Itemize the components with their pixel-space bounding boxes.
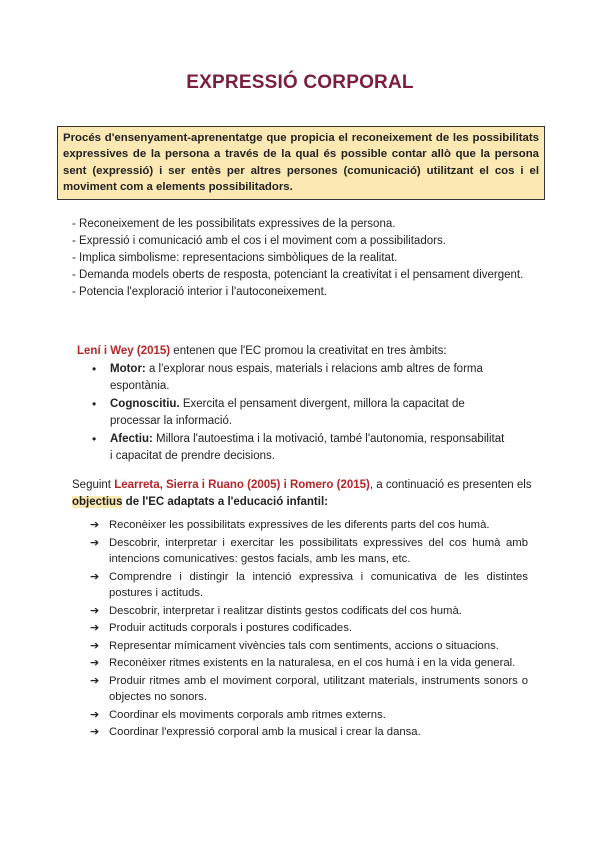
list-item xyxy=(88,603,528,620)
list-item xyxy=(88,535,528,568)
objective-text: Comprendre i distingir la intenció expressiva i comunicativa de les distintes postures i actituds. xyxy=(109,570,528,599)
list-item xyxy=(88,673,528,706)
list-item xyxy=(88,517,528,534)
objectives-tail: de l'EC adaptats a l'educació infantil: xyxy=(122,496,328,508)
objective-text: Produir ritmes amb el moviment corporal, utilitzant materials, instruments sonors o objectes no sonors. xyxy=(109,674,528,703)
arrow-icon: ➔ xyxy=(90,570,100,583)
ambit-label: Cognoscitiu. xyxy=(110,398,180,410)
dash-item: - Potencia l'exploració interior i l'autoconeixement. xyxy=(72,286,327,298)
list-item xyxy=(88,361,508,395)
list-item xyxy=(88,638,528,655)
objective-text: Representar mímicament vivències tals com sentiments, accions o situacions. xyxy=(109,639,499,652)
list-item xyxy=(88,724,528,741)
ambit-label: Afectiu: xyxy=(110,433,153,445)
ambits-intro xyxy=(77,343,547,360)
ambit-label: Motor: xyxy=(110,363,146,375)
dash-item: - Demanda models oberts de resposta, potenciant la creativitat i el pensament divergent. xyxy=(72,269,524,281)
objectives-lead: Seguint xyxy=(72,479,115,491)
dash-item: - Reconeixement de les possibilitats expressives de la persona. xyxy=(72,218,396,230)
list-item xyxy=(88,655,528,672)
dash-item: - Implica simbolisme: representacions simbòliques de la realitat. xyxy=(72,252,398,264)
ambit-text: Exercita el pensament divergent, millora la capacitat de processar la informació. xyxy=(110,398,465,427)
objective-text: Produir actituds corporals i postures codificades. xyxy=(109,622,352,634)
arrow-icon: ➔ xyxy=(90,657,100,669)
objectives-highlight: objectius xyxy=(72,496,123,508)
objective-text: Coordinar els moviments corporals amb ritmes externs. xyxy=(109,708,386,721)
list-item xyxy=(88,620,528,637)
page-title: EXPRESSIÓ CORPORAL xyxy=(186,72,414,93)
objectives-mid: , a continuació es presenten els xyxy=(369,479,532,491)
bullet-icon: • xyxy=(92,432,97,446)
objective-text: Reconèixer ritmes existents en la naturalesa, en el cos humà i en la vida general. xyxy=(109,657,516,669)
dash-list xyxy=(72,216,542,301)
objective-text: Descobrir, interpretar i exercitar les possibilitats expressives del cos humà amb intencions comunicatives: gestos facials, amb les mans, etc. xyxy=(109,536,528,565)
list-item xyxy=(88,707,528,724)
ambit-text: a l'explorar nous espais, materials i relacions amb altres de forma espontània. xyxy=(110,363,483,392)
ambit-text: Millora l'autoestima i la motivació, també l'autonomia, responsabilitat i capacitat de prendre decisions. xyxy=(110,433,505,462)
bullet-icon: • xyxy=(92,397,97,411)
objective-text: Descobrir, interpretar i realitzar distints gestos codificats del cos humà. xyxy=(109,604,462,617)
ambits-list xyxy=(88,361,508,466)
arrow-icon: ➔ xyxy=(90,604,100,617)
arrow-icon: ➔ xyxy=(90,726,100,738)
ambits-authors: Lení i Wey (2015) xyxy=(77,345,171,357)
objectives-authors: Learreta, Sierra i Ruano (2005) i Romero (2015) xyxy=(114,479,370,491)
arrow-icon: ➔ xyxy=(90,519,100,531)
list-item xyxy=(88,431,508,465)
arrow-icon: ➔ xyxy=(90,622,100,634)
ambits-intro-text: entenen que l'EC promou la creativitat en tres àmbits: xyxy=(170,345,447,357)
list-item xyxy=(88,569,528,602)
definition-box: Procés d'ensenyament-aprenentatge que propicia el reconeixement de les possibilitats expressives de la persona a través de la qual és possible contar allò que la persona sent (expressió) i ser entès per altres persones (comunicació) utilitzant el cos i el moviment com a elements possibilitadors. xyxy=(57,126,545,200)
objectives-intro xyxy=(72,477,542,511)
list-item xyxy=(88,396,508,430)
bullet-icon: • xyxy=(92,362,97,376)
arrow-icon: ➔ xyxy=(90,674,100,687)
arrow-icon: ➔ xyxy=(90,536,100,549)
objectives-list xyxy=(88,517,528,742)
objective-text: Coordinar l'expressió corporal amb la musical i crear la dansa. xyxy=(109,726,421,738)
arrow-icon: ➔ xyxy=(90,639,100,652)
objective-text: Reconèixer les possibilitats expressives de les diferents parts del cos humà. xyxy=(109,519,490,531)
arrow-icon: ➔ xyxy=(90,708,100,721)
dash-item: - Expressió i comunicació amb el cos i el moviment com a possibilitadors. xyxy=(72,235,446,247)
